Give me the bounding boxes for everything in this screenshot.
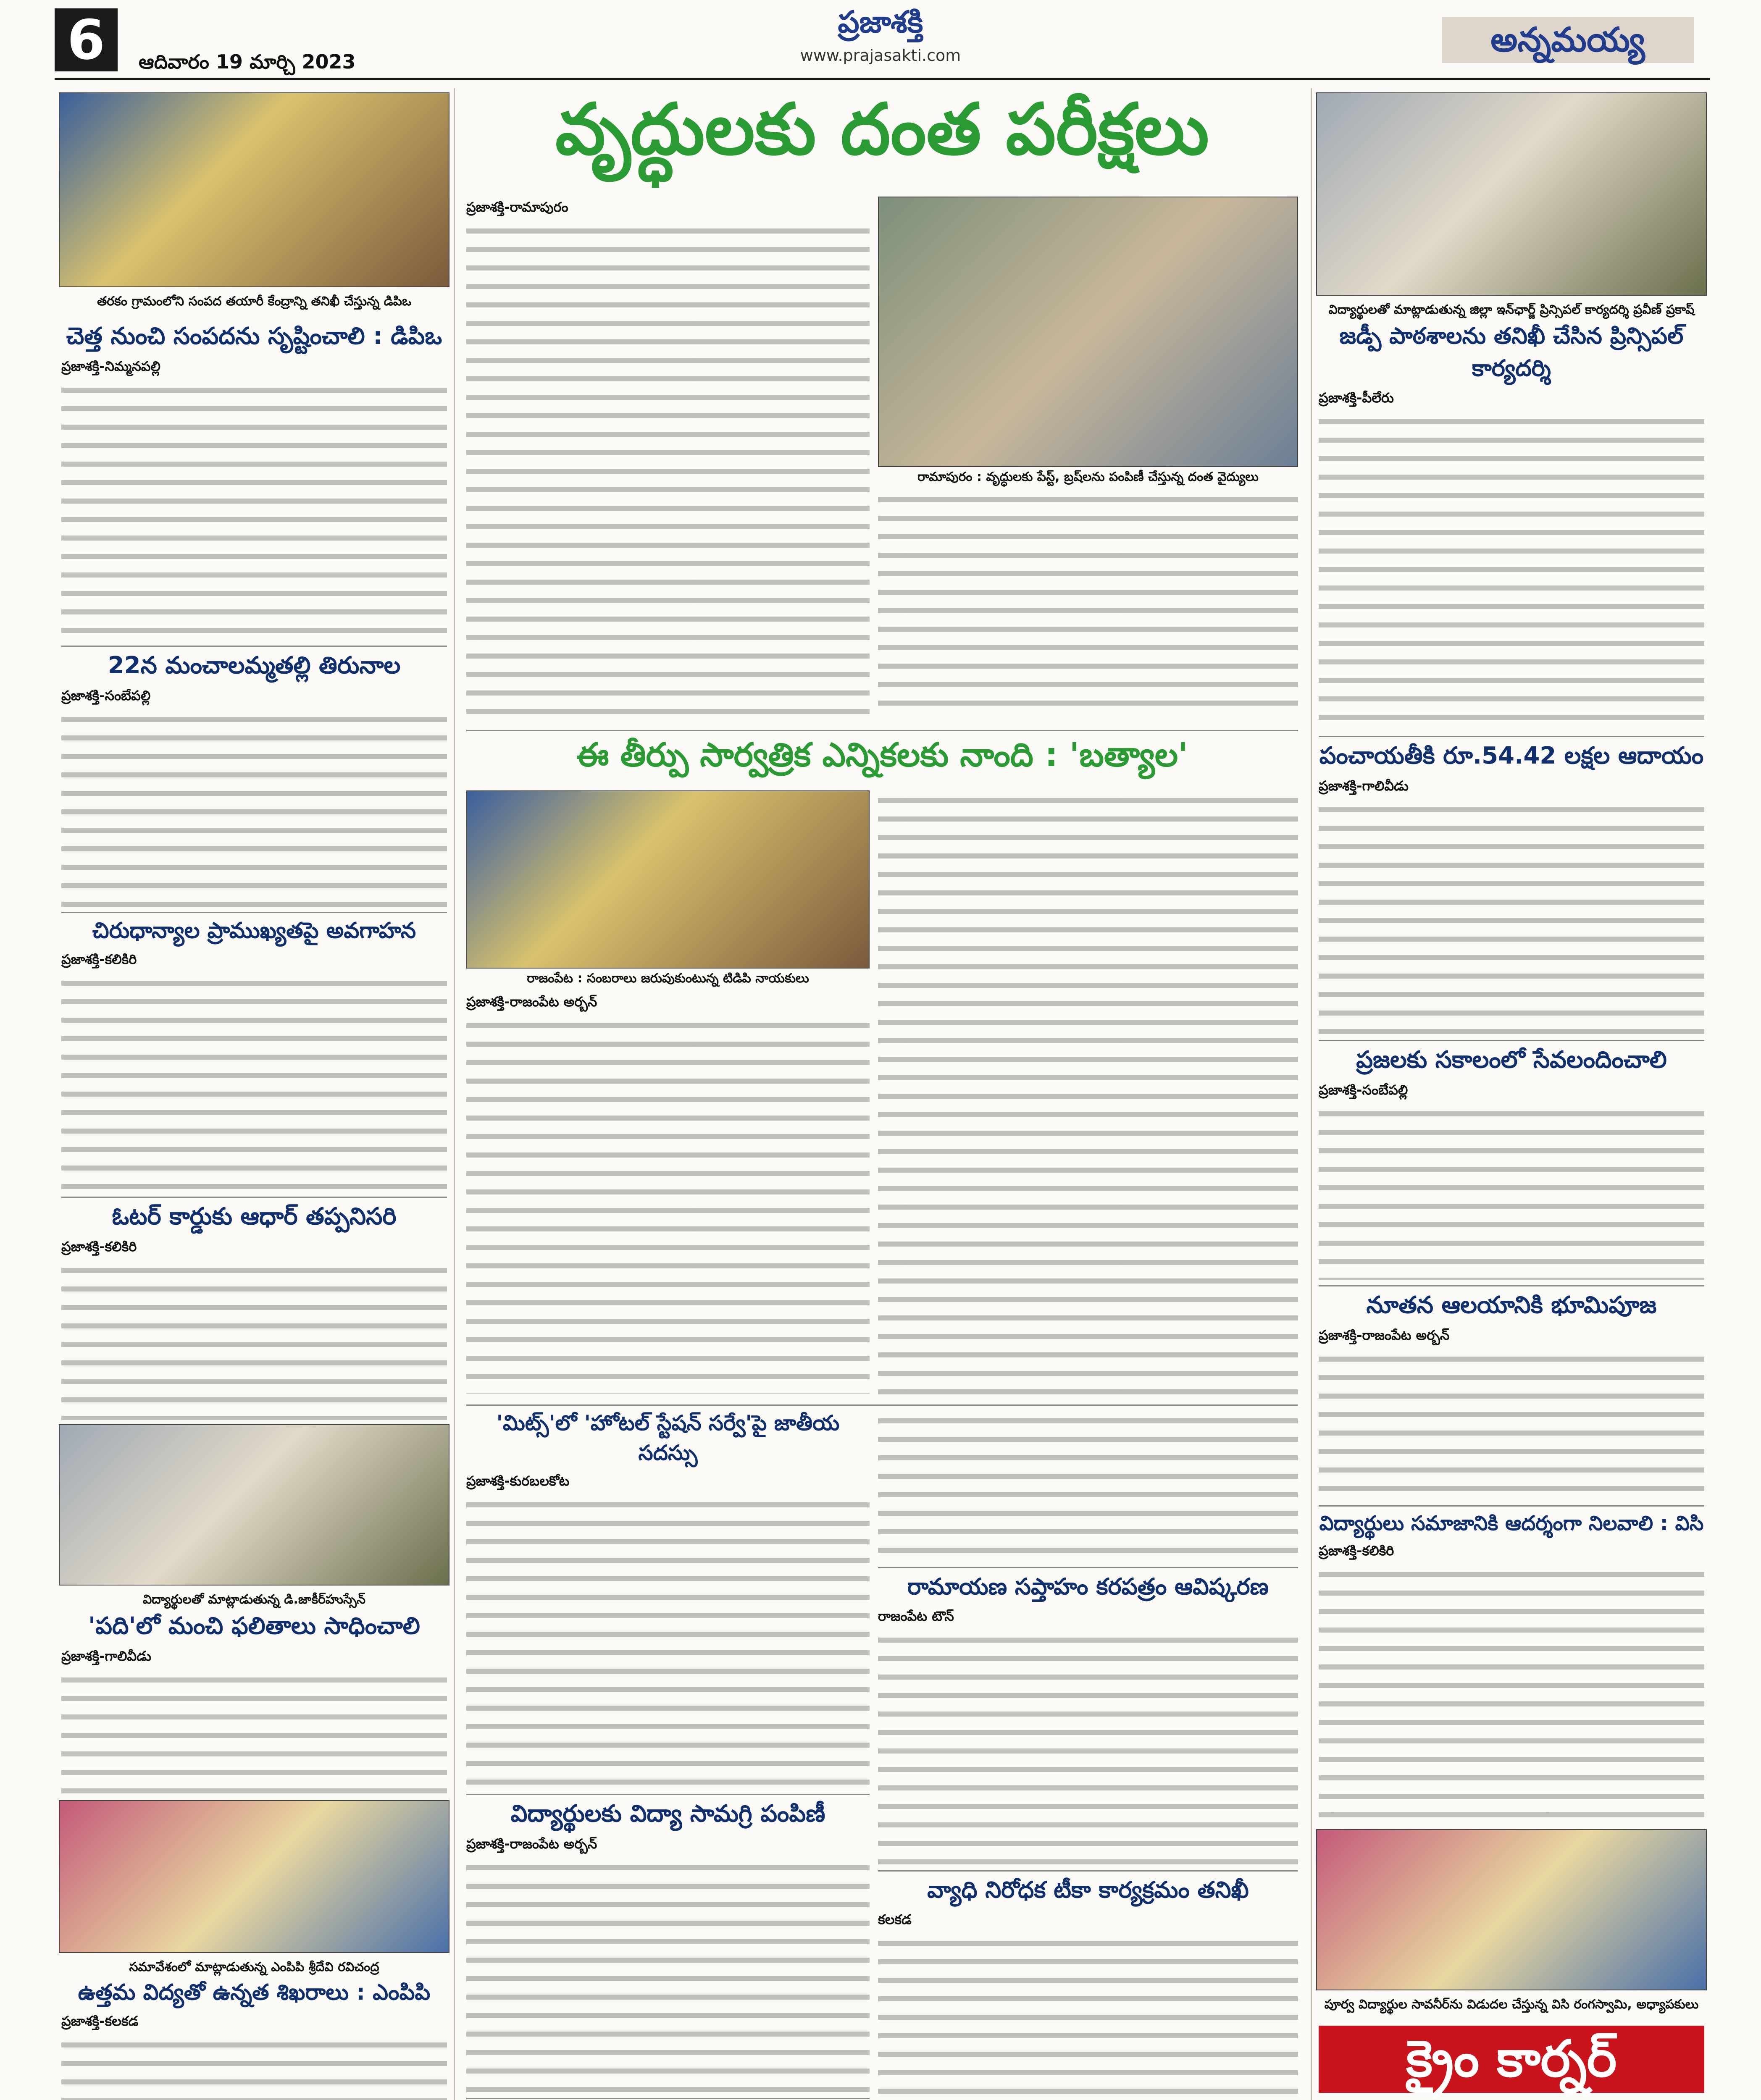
left-a2-dateline: ప్రజాశక్తి-సంబేపల్లి: [61, 688, 151, 704]
divider: [466, 1794, 870, 1795]
right-r4-headline: నూతన ఆలయానికి భూమిపూజ: [1366, 1292, 1657, 1319]
main-dateline: ప్రజాశక్తి-రామాపురం: [466, 199, 568, 215]
left-column: [55, 88, 455, 2100]
page-number: 6: [55, 8, 118, 71]
second-body-left: [466, 1016, 870, 1394]
left-a1-dateline: ప్రజాశక్తి-నిమ్మనపల్లి: [61, 358, 161, 374]
divider: [878, 1567, 1298, 1568]
b1-dateline: ప్రజాశక్తి-కురబలకోట: [466, 1473, 570, 1489]
divider: [466, 1404, 1298, 1406]
left-photo-1: [59, 92, 449, 287]
main-headline: వృద్ధులకు దంత పరీక్షలు: [555, 88, 1209, 171]
second-headline: ఈ తీర్పు సార్వత్రిక ఎన్నికలకు నాంది : 'బత్యాల': [576, 736, 1188, 774]
right-r2-headline: పంచాయతీకి రూ.54.42 లక్షల ఆదాయం: [1319, 742, 1704, 769]
masthead: [0, 0, 1761, 80]
left-photo-3: [59, 1800, 449, 1953]
divider: [61, 1197, 447, 1198]
left-a4-body: [61, 1260, 447, 1420]
left-a3-body: [61, 973, 447, 1192]
edition-name: అన్నమయ్య: [1442, 17, 1694, 63]
right-photo-2-caption: పూర్వ విద్యార్థుల సావనీర్‌ను విడుదల చేస్తున్న విసి రంగస్వామి, అధ్యాపకులు: [1324, 1997, 1699, 2012]
left-a2-body: [61, 709, 447, 907]
right-r3-headline: ప్రజలకు సకాలంలో సేవలందించాలి: [1356, 1046, 1667, 1074]
right-r2-dateline: ప్రజాశక్తి-గాలివీడు: [1319, 778, 1409, 794]
left-photo-1-caption: తరకం గ్రామంలోని సంపద తయారీ కేంద్రాన్ని తనిఖీ చేస్తున్న డిపిఒ: [97, 294, 412, 309]
c0-body: [878, 1411, 1298, 1562]
right-r4-dateline: ప్రజాశక్తి-రాజంపేట అర్బన్: [1319, 1327, 1450, 1343]
main-photo: [878, 197, 1298, 467]
right-r1-body: [1319, 412, 1704, 731]
c2-headline: వ్యాధి నిరోధక టీకా కార్యక్రమం తనిఖీ: [927, 1877, 1249, 1903]
left-a6-dateline: ప్రజాశక్తి-కలకడ: [61, 2013, 139, 2029]
left-a1-body: [61, 380, 447, 640]
c2-dateline: కలకడ: [878, 1911, 912, 1927]
left-a3-dateline: ప్రజాశక్తి-కలికిరి: [61, 951, 137, 967]
divider: [878, 1870, 1298, 1872]
left-a5-headline: 'పది'లో మంచి ఫలితాలు సాధించాలి: [88, 1612, 420, 1640]
second-photo-caption: రాజంపేట : సంబరాలు జరుపుకుంటున్న టిడిపి నాయకులు: [527, 971, 809, 986]
left-a4-dateline: ప్రజాశక్తి-కలికిరి: [61, 1239, 137, 1255]
left-a3-headline: చిరుధాన్యాల ప్రాముఖ్యతపై అవగాహన: [92, 918, 416, 943]
second-photo: [466, 790, 870, 969]
divider: [61, 646, 447, 647]
right-r5-dateline: ప్రజాశక్తి-కలికిరి: [1319, 1543, 1394, 1559]
b1-headline: 'మిట్స్'లో 'హోటల్ స్టేషన్ సర్వే'పై జాతీయ సదస్సు: [496, 1411, 840, 1465]
right-r3-dateline: ప్రజాశక్తి-సంబేపల్లి: [1319, 1082, 1408, 1098]
left-photo-2-caption: విద్యార్థులతో మాట్లాడుతున్న డి.జాకీర్‌హుస్సేన్: [142, 1592, 366, 1607]
left-a6-headline: ఉత్తమ విద్యతో ఉన్నత శిఖరాలు : ఎంపిపి: [78, 1980, 431, 2005]
b2-body: [466, 1858, 870, 2093]
right-r3-body: [1319, 1104, 1704, 1280]
center-column: [466, 88, 1298, 2100]
right-photo-1-caption: విద్యార్థులతో మాట్లాడుతున్న జిల్లా ఇన్‌ఛార్జ్ ప్రిన్సిపల్ కార్యదర్శి ప్రవీణ్ ప్రకాష్: [1328, 302, 1695, 317]
c1-headline: రామాయణ సప్తాహం కరపత్రం ఆవిష్కరణ: [907, 1573, 1269, 1600]
left-a6-body: [61, 2035, 447, 2100]
right-r5-headline: విద్యార్థులు సమాజానికి ఆదర్శంగా నిలవాలి : విసి: [1319, 1512, 1704, 1535]
left-a2-headline: 22న మంచాలమ్మతల్లి తిరునాల: [108, 652, 401, 679]
right-photo-1: [1316, 92, 1707, 296]
second-dateline: ప్రజాశక్తి-రాజంపేట అర్బన్: [466, 994, 597, 1010]
c1-body: [878, 1630, 1298, 1865]
divider: [466, 730, 1298, 731]
left-a5-dateline: ప్రజాశక్తి-గాలివీడు: [61, 1648, 151, 1664]
divider: [1319, 736, 1704, 737]
divider: [1319, 1285, 1704, 1286]
website-url[interactable]: www.prajasakti.com: [800, 46, 961, 65]
divider: [1319, 1505, 1704, 1507]
right-r1-dateline: ప్రజాశక్తి-పీలేరు: [1319, 390, 1394, 406]
masthead-rule: [55, 78, 1710, 80]
c1-dateline: రాజంపేట టౌన్: [878, 1608, 954, 1624]
right-column: [1311, 88, 1711, 2100]
right-r4-body: [1319, 1349, 1704, 1500]
right-r1-headline: జడ్పీ పాఠశాలను తనిఖీ చేసిన ప్రిన్సిపల్ కార్యదర్శి: [1339, 323, 1684, 381]
b1-body: [466, 1495, 870, 1789]
second-body-right: [878, 790, 1298, 1399]
main-body-right: [878, 490, 1298, 708]
right-r5-body: [1319, 1564, 1704, 1825]
right-r2-body: [1319, 800, 1704, 1035]
right-photo-2: [1316, 1829, 1707, 1990]
left-photo-3-caption: సమావేశంలో మాట్లాడుతున్న ఎంపిపి శ్రీదేవి రవిచంద్ర: [129, 1960, 379, 1974]
crime-corner-banner: క్రైం కార్నర్: [1319, 2026, 1704, 2093]
divider: [61, 912, 447, 913]
left-a1-headline: చెత్త నుంచి సంపదను సృష్టించాలి : డిపిఒ: [66, 323, 442, 350]
main-body-left: [466, 221, 870, 725]
left-a5-body: [61, 1670, 447, 1796]
main-photo-caption: రామాపురం : వృద్ధులకు పేస్ట్, బ్రష్‌లను పంపిణీ చేస్తున్న దంత వైద్యులు: [917, 470, 1259, 484]
b2-headline: విద్యార్థులకు విద్యా సామగ్రి పంపిణీ: [510, 1800, 825, 1827]
b2-dateline: ప్రజాశక్తి-రాజంపేట అర్బన్: [466, 1836, 597, 1852]
issue-date: ఆదివారం 19 మార్చి 2023: [139, 50, 356, 73]
paper-name: ప్రజాశక్తి: [838, 4, 923, 39]
left-a4-headline: ఓటర్ కార్డుకు ఆధార్ తప్పనిసరి: [112, 1203, 397, 1230]
divider: [466, 2098, 870, 2099]
c2-body: [878, 1933, 1298, 2100]
divider: [1319, 1040, 1704, 1041]
left-photo-2: [59, 1424, 449, 1586]
